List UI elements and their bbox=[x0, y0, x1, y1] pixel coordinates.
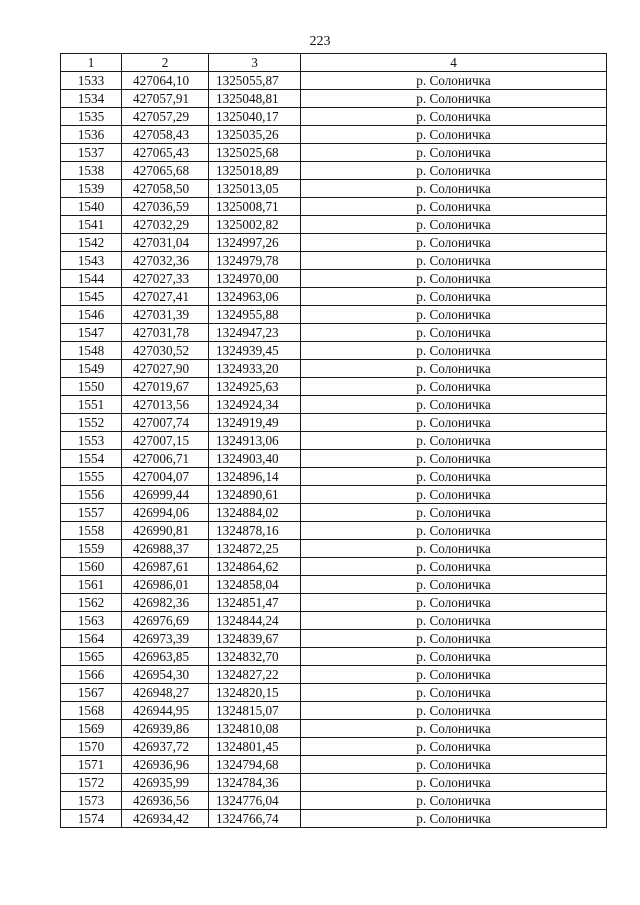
point-number-cell: 1553 bbox=[61, 432, 122, 450]
point-number-cell: 1574 bbox=[61, 810, 122, 828]
table-header-row bbox=[61, 54, 607, 72]
object-name-cell: р. Солоничка bbox=[301, 288, 607, 306]
point-number-cell: 1554 bbox=[61, 450, 122, 468]
table-body bbox=[61, 72, 607, 828]
table-row bbox=[61, 558, 607, 576]
table-row bbox=[61, 756, 607, 774]
object-name-cell: р. Солоничка bbox=[301, 612, 607, 630]
x-coordinate-cell: 426990,81 bbox=[122, 522, 209, 540]
y-coordinate-cell: 1325013,05 bbox=[209, 180, 301, 198]
x-coordinate-cell: 427013,56 bbox=[122, 396, 209, 414]
object-name-cell: р. Солоничка bbox=[301, 90, 607, 108]
object-name-cell: р. Солоничка bbox=[301, 594, 607, 612]
object-name-cell: р. Солоничка bbox=[301, 468, 607, 486]
y-coordinate-cell: 1324939,45 bbox=[209, 342, 301, 360]
x-coordinate-cell: 427065,43 bbox=[122, 144, 209, 162]
table-row bbox=[61, 450, 607, 468]
point-number-cell: 1561 bbox=[61, 576, 122, 594]
x-coordinate-cell: 427019,67 bbox=[122, 378, 209, 396]
object-name-cell: р. Солоничка bbox=[301, 360, 607, 378]
point-number-cell: 1570 bbox=[61, 738, 122, 756]
y-coordinate-cell: 1324839,67 bbox=[209, 630, 301, 648]
table-row bbox=[61, 162, 607, 180]
x-coordinate-cell: 426973,39 bbox=[122, 630, 209, 648]
y-coordinate-cell: 1324890,61 bbox=[209, 486, 301, 504]
table-row bbox=[61, 666, 607, 684]
y-coordinate-cell: 1324784,36 bbox=[209, 774, 301, 792]
object-name-cell: р. Солоничка bbox=[301, 738, 607, 756]
x-coordinate-cell: 427057,29 bbox=[122, 108, 209, 126]
y-coordinate-cell: 1324827,22 bbox=[209, 666, 301, 684]
table-row bbox=[61, 324, 607, 342]
object-name-cell: р. Солоничка bbox=[301, 144, 607, 162]
object-name-cell: р. Солоничка bbox=[301, 558, 607, 576]
object-name-cell: р. Солоничка bbox=[301, 432, 607, 450]
point-number-cell: 1545 bbox=[61, 288, 122, 306]
y-coordinate-cell: 1324979,78 bbox=[209, 252, 301, 270]
table-row bbox=[61, 774, 607, 792]
x-coordinate-cell: 426987,61 bbox=[122, 558, 209, 576]
point-number-cell: 1544 bbox=[61, 270, 122, 288]
y-coordinate-cell: 1325008,71 bbox=[209, 198, 301, 216]
y-coordinate-cell: 1324884,02 bbox=[209, 504, 301, 522]
object-name-cell: р. Солоничка bbox=[301, 576, 607, 594]
x-coordinate-cell: 427032,36 bbox=[122, 252, 209, 270]
point-number-cell: 1548 bbox=[61, 342, 122, 360]
object-name-cell: р. Солоничка bbox=[301, 396, 607, 414]
y-coordinate-cell: 1325002,82 bbox=[209, 216, 301, 234]
point-number-cell: 1538 bbox=[61, 162, 122, 180]
object-name-cell: р. Солоничка bbox=[301, 180, 607, 198]
table-row bbox=[61, 216, 607, 234]
point-number-cell: 1534 bbox=[61, 90, 122, 108]
table-row bbox=[61, 540, 607, 558]
y-coordinate-cell: 1324864,62 bbox=[209, 558, 301, 576]
y-coordinate-cell: 1324820,15 bbox=[209, 684, 301, 702]
table-row bbox=[61, 72, 607, 90]
x-coordinate-cell: 427027,41 bbox=[122, 288, 209, 306]
table-row bbox=[61, 378, 607, 396]
coordinates-table bbox=[60, 53, 607, 828]
x-coordinate-cell: 427058,50 bbox=[122, 180, 209, 198]
x-coordinate-cell: 427058,43 bbox=[122, 126, 209, 144]
object-name-cell: р. Солоничка bbox=[301, 450, 607, 468]
point-number-cell: 1563 bbox=[61, 612, 122, 630]
y-coordinate-cell: 1325025,68 bbox=[209, 144, 301, 162]
y-coordinate-cell: 1324913,06 bbox=[209, 432, 301, 450]
x-coordinate-cell: 427007,74 bbox=[122, 414, 209, 432]
object-name-cell: р. Солоничка bbox=[301, 648, 607, 666]
table-row bbox=[61, 792, 607, 810]
point-number-cell: 1540 bbox=[61, 198, 122, 216]
point-number-cell: 1568 bbox=[61, 702, 122, 720]
y-coordinate-cell: 1324776,04 bbox=[209, 792, 301, 810]
object-name-cell: р. Солоничка bbox=[301, 342, 607, 360]
object-name-cell: р. Солоничка bbox=[301, 108, 607, 126]
object-name-cell: р. Солоничка bbox=[301, 810, 607, 828]
x-coordinate-cell: 426982,36 bbox=[122, 594, 209, 612]
object-name-cell: р. Солоничка bbox=[301, 162, 607, 180]
x-coordinate-cell: 427027,33 bbox=[122, 270, 209, 288]
object-name-cell: р. Солоничка bbox=[301, 522, 607, 540]
x-coordinate-cell: 427007,15 bbox=[122, 432, 209, 450]
table-row bbox=[61, 612, 607, 630]
y-coordinate-cell: 1325040,17 bbox=[209, 108, 301, 126]
table-row bbox=[61, 306, 607, 324]
y-coordinate-cell: 1324810,08 bbox=[209, 720, 301, 738]
point-number-cell: 1556 bbox=[61, 486, 122, 504]
x-coordinate-cell: 426935,99 bbox=[122, 774, 209, 792]
object-name-cell: р. Солоничка bbox=[301, 540, 607, 558]
object-name-cell: р. Солоничка bbox=[301, 666, 607, 684]
x-coordinate-cell: 426937,72 bbox=[122, 738, 209, 756]
point-number-cell: 1555 bbox=[61, 468, 122, 486]
table-row bbox=[61, 432, 607, 450]
point-number-cell: 1557 bbox=[61, 504, 122, 522]
column-header-2: 2 bbox=[122, 54, 209, 72]
object-name-cell: р. Солоничка bbox=[301, 684, 607, 702]
x-coordinate-cell: 426944,95 bbox=[122, 702, 209, 720]
object-name-cell: р. Солоничка bbox=[301, 702, 607, 720]
table-row bbox=[61, 108, 607, 126]
object-name-cell: р. Солоничка bbox=[301, 720, 607, 738]
point-number-cell: 1558 bbox=[61, 522, 122, 540]
point-number-cell: 1552 bbox=[61, 414, 122, 432]
x-coordinate-cell: 426934,42 bbox=[122, 810, 209, 828]
object-name-cell: р. Солоничка bbox=[301, 324, 607, 342]
object-name-cell: р. Солоничка bbox=[301, 198, 607, 216]
x-coordinate-cell: 427027,90 bbox=[122, 360, 209, 378]
y-coordinate-cell: 1324851,47 bbox=[209, 594, 301, 612]
object-name-cell: р. Солоничка bbox=[301, 792, 607, 810]
x-coordinate-cell: 427065,68 bbox=[122, 162, 209, 180]
table-row bbox=[61, 342, 607, 360]
column-header-4: 4 bbox=[301, 54, 607, 72]
object-name-cell: р. Солоничка bbox=[301, 504, 607, 522]
point-number-cell: 1536 bbox=[61, 126, 122, 144]
table-row bbox=[61, 126, 607, 144]
table-row bbox=[61, 630, 607, 648]
x-coordinate-cell: 427030,52 bbox=[122, 342, 209, 360]
x-coordinate-cell: 427032,29 bbox=[122, 216, 209, 234]
point-number-cell: 1573 bbox=[61, 792, 122, 810]
object-name-cell: р. Солоничка bbox=[301, 486, 607, 504]
point-number-cell: 1537 bbox=[61, 144, 122, 162]
table-row bbox=[61, 486, 607, 504]
table-row bbox=[61, 468, 607, 486]
y-coordinate-cell: 1324858,04 bbox=[209, 576, 301, 594]
table-row bbox=[61, 720, 607, 738]
y-coordinate-cell: 1325018,89 bbox=[209, 162, 301, 180]
x-coordinate-cell: 427057,91 bbox=[122, 90, 209, 108]
point-number-cell: 1541 bbox=[61, 216, 122, 234]
table-row bbox=[61, 594, 607, 612]
point-number-cell: 1572 bbox=[61, 774, 122, 792]
x-coordinate-cell: 427031,04 bbox=[122, 234, 209, 252]
object-name-cell: р. Солоничка bbox=[301, 126, 607, 144]
table-row bbox=[61, 648, 607, 666]
x-coordinate-cell: 427031,78 bbox=[122, 324, 209, 342]
object-name-cell: р. Солоничка bbox=[301, 252, 607, 270]
x-coordinate-cell: 426954,30 bbox=[122, 666, 209, 684]
point-number-cell: 1543 bbox=[61, 252, 122, 270]
y-coordinate-cell: 1325035,26 bbox=[209, 126, 301, 144]
x-coordinate-cell: 427064,10 bbox=[122, 72, 209, 90]
x-coordinate-cell: 427006,71 bbox=[122, 450, 209, 468]
object-name-cell: р. Солоничка bbox=[301, 630, 607, 648]
table-row bbox=[61, 702, 607, 720]
x-coordinate-cell: 427031,39 bbox=[122, 306, 209, 324]
table-row bbox=[61, 234, 607, 252]
table-row bbox=[61, 144, 607, 162]
object-name-cell: р. Солоничка bbox=[301, 72, 607, 90]
y-coordinate-cell: 1324955,88 bbox=[209, 306, 301, 324]
object-name-cell: р. Солоничка bbox=[301, 774, 607, 792]
table-row bbox=[61, 414, 607, 432]
y-coordinate-cell: 1325048,81 bbox=[209, 90, 301, 108]
y-coordinate-cell: 1324963,06 bbox=[209, 288, 301, 306]
object-name-cell: р. Солоничка bbox=[301, 270, 607, 288]
object-name-cell: р. Солоничка bbox=[301, 234, 607, 252]
x-coordinate-cell: 426976,69 bbox=[122, 612, 209, 630]
table-row bbox=[61, 810, 607, 828]
y-coordinate-cell: 1324794,68 bbox=[209, 756, 301, 774]
point-number-cell: 1560 bbox=[61, 558, 122, 576]
table-row bbox=[61, 90, 607, 108]
point-number-cell: 1533 bbox=[61, 72, 122, 90]
x-coordinate-cell: 426936,96 bbox=[122, 756, 209, 774]
table-row bbox=[61, 288, 607, 306]
page-number: 223 bbox=[309, 34, 331, 49]
table-row bbox=[61, 270, 607, 288]
x-coordinate-cell: 426988,37 bbox=[122, 540, 209, 558]
point-number-cell: 1535 bbox=[61, 108, 122, 126]
point-number-cell: 1547 bbox=[61, 324, 122, 342]
point-number-cell: 1562 bbox=[61, 594, 122, 612]
y-coordinate-cell: 1324766,74 bbox=[209, 810, 301, 828]
table-row bbox=[61, 522, 607, 540]
table-row bbox=[61, 576, 607, 594]
table-row bbox=[61, 738, 607, 756]
object-name-cell: р. Солоничка bbox=[301, 756, 607, 774]
table-row bbox=[61, 684, 607, 702]
y-coordinate-cell: 1324878,16 bbox=[209, 522, 301, 540]
y-coordinate-cell: 1324933,20 bbox=[209, 360, 301, 378]
column-header-1: 1 bbox=[61, 54, 122, 72]
y-coordinate-cell: 1324872,25 bbox=[209, 540, 301, 558]
y-coordinate-cell: 1324947,23 bbox=[209, 324, 301, 342]
x-coordinate-cell: 427004,07 bbox=[122, 468, 209, 486]
point-number-cell: 1567 bbox=[61, 684, 122, 702]
table-row bbox=[61, 198, 607, 216]
x-coordinate-cell: 426948,27 bbox=[122, 684, 209, 702]
object-name-cell: р. Солоничка bbox=[301, 216, 607, 234]
x-coordinate-cell: 426936,56 bbox=[122, 792, 209, 810]
point-number-cell: 1542 bbox=[61, 234, 122, 252]
object-name-cell: р. Солоничка bbox=[301, 306, 607, 324]
point-number-cell: 1569 bbox=[61, 720, 122, 738]
point-number-cell: 1539 bbox=[61, 180, 122, 198]
y-coordinate-cell: 1324896,14 bbox=[209, 468, 301, 486]
point-number-cell: 1550 bbox=[61, 378, 122, 396]
table-row bbox=[61, 396, 607, 414]
table-row bbox=[61, 504, 607, 522]
y-coordinate-cell: 1324832,70 bbox=[209, 648, 301, 666]
y-coordinate-cell: 1325055,87 bbox=[209, 72, 301, 90]
x-coordinate-cell: 426963,85 bbox=[122, 648, 209, 666]
point-number-cell: 1566 bbox=[61, 666, 122, 684]
table-row bbox=[61, 180, 607, 198]
point-number-cell: 1551 bbox=[61, 396, 122, 414]
point-number-cell: 1564 bbox=[61, 630, 122, 648]
y-coordinate-cell: 1324844,24 bbox=[209, 612, 301, 630]
object-name-cell: р. Солоничка bbox=[301, 414, 607, 432]
x-coordinate-cell: 427036,59 bbox=[122, 198, 209, 216]
y-coordinate-cell: 1324903,40 bbox=[209, 450, 301, 468]
point-number-cell: 1565 bbox=[61, 648, 122, 666]
x-coordinate-cell: 426939,86 bbox=[122, 720, 209, 738]
y-coordinate-cell: 1324815,07 bbox=[209, 702, 301, 720]
x-coordinate-cell: 426994,06 bbox=[122, 504, 209, 522]
point-number-cell: 1571 bbox=[61, 756, 122, 774]
x-coordinate-cell: 426999,44 bbox=[122, 486, 209, 504]
x-coordinate-cell: 426986,01 bbox=[122, 576, 209, 594]
column-header-3: 3 bbox=[209, 54, 301, 72]
table-row bbox=[61, 360, 607, 378]
point-number-cell: 1559 bbox=[61, 540, 122, 558]
y-coordinate-cell: 1324919,49 bbox=[209, 414, 301, 432]
point-number-cell: 1549 bbox=[61, 360, 122, 378]
y-coordinate-cell: 1324924,34 bbox=[209, 396, 301, 414]
y-coordinate-cell: 1324925,63 bbox=[209, 378, 301, 396]
point-number-cell: 1546 bbox=[61, 306, 122, 324]
object-name-cell: р. Солоничка bbox=[301, 378, 607, 396]
y-coordinate-cell: 1324970,00 bbox=[209, 270, 301, 288]
y-coordinate-cell: 1324997,26 bbox=[209, 234, 301, 252]
y-coordinate-cell: 1324801,45 bbox=[209, 738, 301, 756]
table-row bbox=[61, 252, 607, 270]
